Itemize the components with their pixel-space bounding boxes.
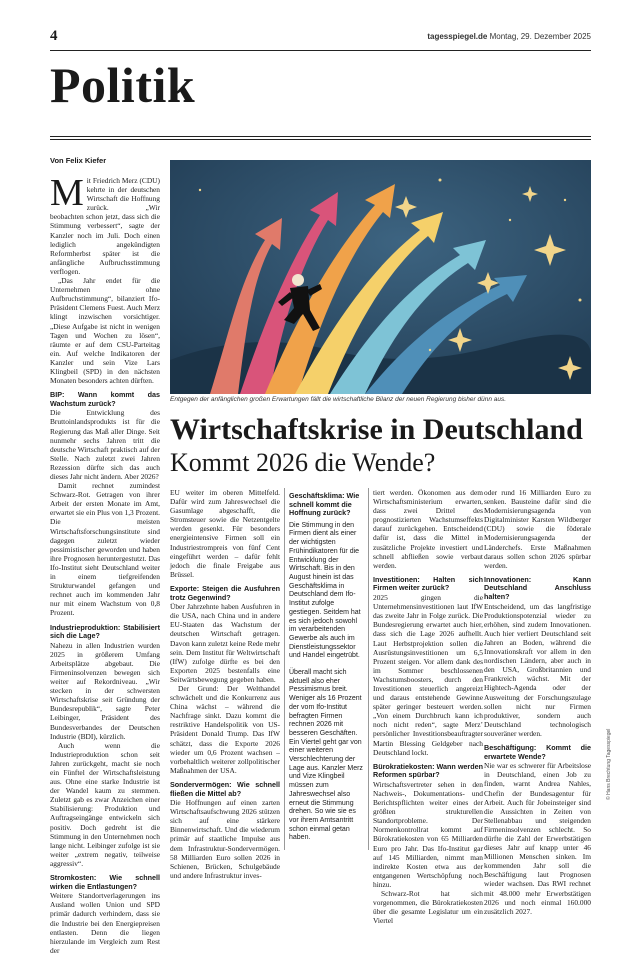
paragraph: Entscheidend, um das langfristige Produktionspotenzial wieder zu erhöhen, sind zudem Innovationen. Auch hier verliert Deutschland seit Jahren an Boden, während die Innovationskraft vor allem in den nordischen Ländern, aber auch in den USA, Großbritannien und Frankreich wächst. Mit der Hightech-Agenda oder der Ausweitung der Forschungszulage sollen nicht nur Firmen produktiver, sondern auch Deutschland technologisch souveräner werden. bbox=[484, 601, 591, 738]
subheading: Bürokratiekosten: Wann werden Reformen spürbar? bbox=[373, 761, 483, 780]
subheading: Innovationen: Kann Deutschland Anschluss halten? bbox=[484, 574, 591, 602]
paragraph: EU weiter im oberen Mittelfeld. Dafür wird zum Jahreswechsel die Gasumlage abgeschafft, die Stromsteuer sowie die Netzentgelte werden gesenkt. Für besonders energieintensive Firmen soll ein Industriestrompreis von fünf Cent eingeführt werden – dafür fehlt jedoch die finale Freigabe aus Brüssel. bbox=[170, 488, 280, 579]
lead-paragraph: it Friedrich Merz (CDU) kehrte in der deutschen Wirtschaft die Hoffnung zurück. „Wir beobachten schon jetzt, dass sich die Stimmung verbessert“, sagte der Kanzler noch im Juli. Doch einen lediglich angekündigten Reformherbst später ist die anfängliche Aufbruchsstimmung verflogen. bbox=[50, 176, 160, 276]
subheading: Stromkosten: Wie schnell wirken die Entlastungen? bbox=[50, 873, 160, 891]
subheading: Investitionen: Halten sich Firmen weiter zurück? bbox=[373, 574, 483, 593]
sidebar-paragraph: Die Stimmung in den Firmen dient als einer der wichtigsten Frühindikatoren für die Entwicklung der Wirtschaft. Bis in den August hinein ist das Geschäftsklima in Deutschland dem Ifo-Institut zufolge gestiegen. Seitdem hat es sich jedoch sowohl im verarbeitenden Gewerbe als auch im Dienstleistungssektor und Handel eingetrübt. bbox=[289, 521, 361, 660]
sidebar-paragraph: Überall macht sich aktuell also eher Pessimismus breit. Weniger als 16 Prozent der vom Ifo-Institut befragten Firmen rechnen 2026 mit besseren Geschäften. Ein Viertel geht gar von einer weiteren Verschlechterung der Lage aus. Kanzler Merz und Vize Klingbeil müssen zum Jahreswechsel also erneut die Stimmung drehen. So wie sie es vor ihrem Amtsantritt schon einmal getan haben. bbox=[289, 669, 363, 842]
paragraph: Nahezu in allen Industrien wurden 2025 in größerem Umfang Arbeitsplätze abgebaut. Die Firmeninsolvenzen bewegen sich weiter auf Rekordniveau. „Wir stecken in der schwersten Wirtschaftskrise seit Gründung der Bundesrepublik“, sagte Peter Leibinger, Präsident des Bundesverbandes der Deutschen Industrie (BDI), kürzlich. bbox=[50, 640, 160, 741]
section-rule bbox=[50, 136, 591, 137]
image-credit: © Hans Brechtung Tagesspiegel bbox=[606, 728, 612, 800]
paragraph: „Das Jahr endet für die Unternehmen ohne Aufbruchstimmung“, bilanziert Ifo-Präsident Clemens Fuest. Auch Merz klingt inzwischen vorsichtiger. „Diese Aufgabe ist nicht in wenigen Tagen und Wochen zu lösen“, räumte er auf dem CSU-Parteitag ein. Auf welche Indikatoren der Kanzler und sein Vize Lars Klingbeil (SPD) in den nächsten Monaten besonders achten dürften. bbox=[50, 276, 160, 386]
article-column-1 bbox=[50, 172, 161, 955]
paragraph: oder rund 16 Milliarden Euro zu senken. Bausteine dafür sind die Modernisierungsagenda von Digitalminister Karsten Wildberger (CDU) sowie die föderale Modernisierungsagenda der Länderchefs. Erste Maßnahmen daraus sollen schon 2026 spürbar werden. bbox=[484, 488, 591, 570]
drop-cap: M bbox=[50, 172, 84, 214]
section-rule-2 bbox=[50, 139, 591, 140]
article-illustration bbox=[170, 160, 591, 394]
paragraph: Weitere Standortverlagerungen ins Ausland wollen Union und SPD primär dadurch verhindern, dass sie die Industrie bei den Energiepreisen entlasten. Denn die liegen hierzulande im Vergleich zum Rest der bbox=[50, 891, 160, 955]
article-column-5 bbox=[484, 488, 591, 916]
byline: Von Felix Kiefer bbox=[50, 156, 107, 165]
masthead-info bbox=[427, 32, 591, 41]
arrows-illustration bbox=[170, 160, 591, 394]
subheading: Exporte: Steigen die Ausfuhren trotz Gegenwind? bbox=[170, 583, 280, 602]
section-title: Politik bbox=[50, 57, 196, 113]
subheading: Beschäftigung: Kommt die erwartete Wende? bbox=[484, 743, 591, 761]
headline: Wirtschaftskrise in Deutschland bbox=[170, 413, 583, 446]
figure-caption: Entgegen der anfänglichen großen Erwartungen fällt die wirtschaftliche Bilanz der neuen Regierung bisher dünn aus. bbox=[170, 396, 507, 403]
subheading: Industrieproduktion: Stabilisiert sich die Lage? bbox=[50, 622, 160, 641]
paragraph: Auch wenn die Industrieproduktion schon seit Jahren zurückgeht, macht sie noch ein Fünftel der Wirtschaftsleistung aus. Ohne eine starke Industrie ist der Wandel kaum zu stemmen. Zuletzt gab es zwar Anzeichen einer Stabilisierung: Produktion und Auftragseingänge entwickeln sich positiv. Doch gedreht ist die Stimmung in den Unternehmen noch lange nicht. Leibinger zufolge ist sie weiter „extrem negativ, teilweise aggressiv“. bbox=[50, 740, 160, 868]
sidebar-box bbox=[289, 492, 364, 843]
publication-name: tagesspiegel.de bbox=[427, 32, 488, 41]
paragraph: Nie war es schwerer für Arbeitslose in Deutschland, einen Job zu finden, warnt Andrea Nahles, Chefin der Bundesagentur für Arbeit. Auch für Jobeinsteiger sind die Aussichten in Zeiten von Stellenabbau und steigenden Firmeninsolvenzen schlecht. So dürfte die Zahl der Erwerbstätigen dieses Jahr auf knapp unter 46 Millionen Menschen sinken. Im kommenden Jahr soll die Beschäftigung laut Prognosen wieder wachsen. Das RWI rechnet mit 48.000 mehr Erwerbstätigen 2026 und noch einmal 160.000 zusätzlich 2027. bbox=[484, 761, 591, 916]
column-divider bbox=[368, 488, 369, 850]
subheading: BIP: Wann kommt das Wachstum zurück? bbox=[50, 390, 160, 408]
paragraph: Der Grund: Der Welthandel schwächelt und die Konkurrenz aus China wächst – während die Nachfrage sinkt. Dazu kommt die restriktive Handelspolitik von US-Präsident Donald Trump. Das IfW schätzt, dass die Exporte 2026 wieder um 0,6 Prozent wachsen – vorbehaltlich weiterer zollpolitischer Maßnahmen der USA. bbox=[170, 683, 280, 775]
column-divider bbox=[284, 488, 285, 850]
paragraph: Über Jahrzehnte haben Ausfuhren in die USA, nach China und in andere EU-Staaten das Wachstum der deutschen Wirtschaft getragen. Davon kann zuletzt keine Rede mehr sein. Dem Institut für Weltwirtschaft (IfW) zufolge dürfte es bei den Exporten 2025 bestenfalls eine Seitwärtsbewegung gegeben haben. bbox=[170, 602, 280, 684]
paragraph: Wirtschaftsvertreter sehen in den Nachweis-, Dokumentations- und Berichtspflichten weiter eines der größten strukturellen Standortprobleme. Der Normenkontrollrat kommt auf Bürokratiekosten von 65 Milliarden Euro pro Jahr. Das Ifo-Institut gar auf 145 Milliarden, nimmt man indirekte Kosten etwa aus der entgangenen Wertschöpfung noch hinzu. bbox=[373, 779, 483, 889]
paragraph: Die Entwicklung des Bruttoinlandsprodukts ist für die Regierung das Maß aller Dinge. Seit nunmehr sechs Jahren tritt die deutsche Wirtschaft praktisch auf der Stelle. Nach zuletzt zwei Jahren Rezession dürfte sich das auch dieses Jahr nicht ändern. Aber 2026? bbox=[50, 408, 160, 481]
paragraph: tiert werden. Ökonomen aus dem Wirtschaftsministerium erwarten, dass zwei Drittel des prognostizierten Wachstumseffekts darauf zurückgehen. Entscheidend dafür ist, dass die Mittel in zusätzliche Projekte investiert und schnell abfließen sowie verbaut werden. bbox=[373, 488, 483, 570]
subheadline: Kommt 2026 die Wende? bbox=[170, 448, 436, 477]
top-rule bbox=[50, 50, 591, 51]
paragraph: Schwarz-Rot hat sich vorgenommen, die Bürokratiekosten über die gesamte Legislatur um ein Viertel bbox=[373, 889, 483, 926]
sidebar-title: Geschäftsklima: Wie schnell kommt die Hoffnung zurück? bbox=[289, 491, 360, 518]
paragraph: 2025 gingen die Unternehmensinvestitionen laut IfW das zweite Jahr in Folge zurück. Die Bundesregierung erwartet auch hier, dass sich die Lage 2026 aufhellt. Laut Herbstprojektion sollen die Ausrüstungsinvestitionen um 6,5 Prozent steigen. Vor allem dank des im Sommer beschlossenen Wachstumsboosters, durch den Investitionen steuerlich angereizt und daraus entstehende Gewinne später geringer besteuert werden. „Von einem Durchbruch kann ich noch nicht reden“, sagte Merz’ persönlicher Investitionsbeauftragter Martin Blessing Geldgeber nach Deutschland lockt. bbox=[373, 593, 483, 757]
paragraph: Die Hoffnungen auf einen zarten Wirtschaftsaufschwung 2026 stützen sich auf eine stärkere Binnenwirtschaft. Und die wiederum primär auf staatliche Impulse aus dem Infrastruktur-Sondervermögen. 58 Milliarden Euro sollen 2026 in Schienen, Brücken, Schulgebäude und andere Infrastruktur inves- bbox=[170, 798, 280, 880]
subheading: Sondervermögen: Wie schnell fließen die Mittel ab? bbox=[170, 779, 280, 798]
article-column-2 bbox=[170, 488, 280, 880]
article-column-4 bbox=[373, 488, 483, 925]
page-number: 4 bbox=[50, 28, 58, 44]
paragraph: Damit rechnet zumindest Schwarz-Rot. Getragen von ihrer Arbeit der ersten Monate im Amt, erwartet sie ein Plus von 1,3 Prozent. Die meisten Wirtschaftsforschungsinstitute sind dagegen zuletzt wieder pessimistischer geworden und haben ihre Prognosen heruntergestutzt. Das Ifo-Institut sieht Deutschland weiter in einem tiefgreifenden Strukturwandel gefangen und rechnet auch im kommenden Jahr nur mit einem Wachstum von 0,8 Prozent. bbox=[50, 481, 161, 618]
issue-date: Montag, 29. Dezember 2025 bbox=[489, 32, 591, 41]
